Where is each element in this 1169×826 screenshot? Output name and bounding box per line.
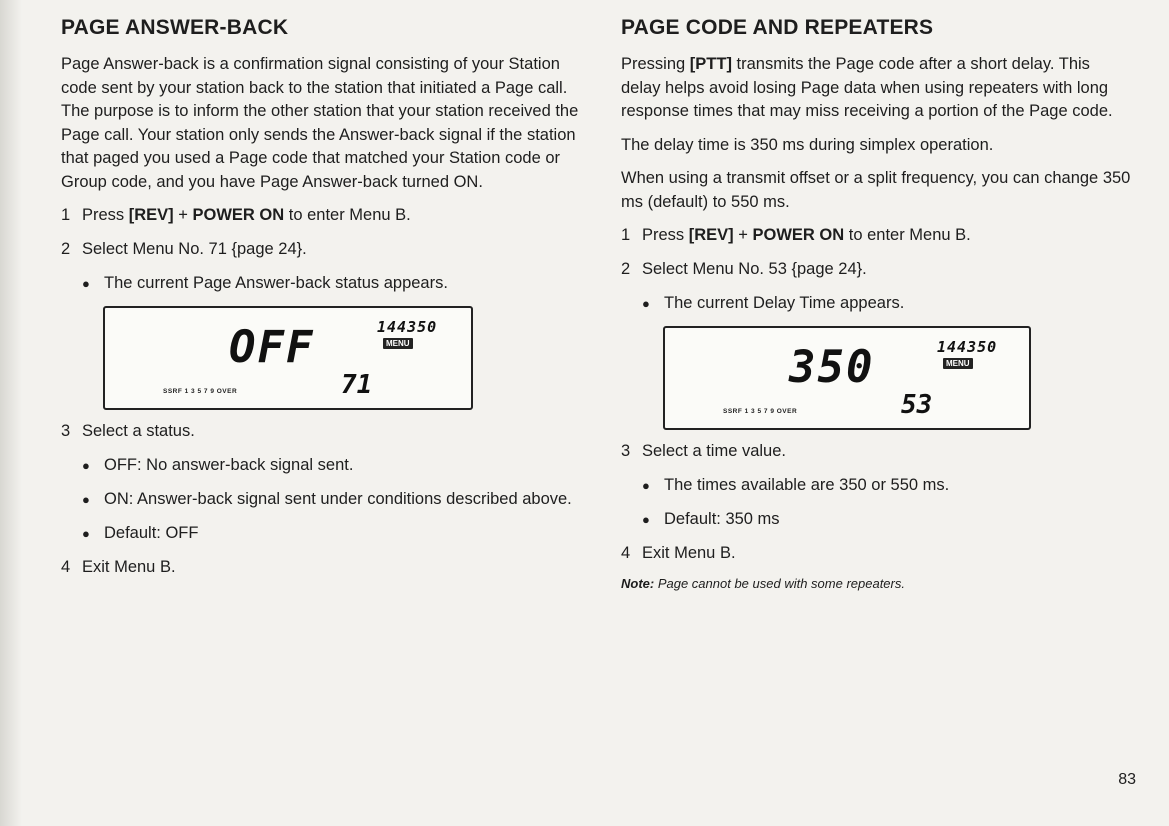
step-3 [621,440,1131,463]
bullet-item [642,508,1131,531]
step-number: 1 [61,206,71,224]
step-4 [61,556,581,579]
lcd-menu-indicator: MENU [943,358,973,369]
bullet-icon: ● [82,458,90,473]
bullet-icon: ● [642,478,650,493]
page-number: 83 [1118,771,1136,788]
bullet-text: OFF: No answer-back signal sent. [104,456,354,474]
bullet-text: The times available are 350 or 550 ms. [664,476,950,494]
lcd-s-meter-scale: SSRF 1 3 5 7 9 OVER [163,388,238,395]
section-heading: PAGE ANSWER-BACK [61,16,289,39]
lcd-main-readout: 350 [789,342,875,393]
intro-paragraph: Page Answer-back is a confirmation signal consisting of your Station code sent by your station back to the station that initiated a Page call. The purpose is to inform the other station that your station received the Page call. Your station only sends the Answer-back signal if the station that paged you used a Page code that matched your Station code or Group code, and you have Page Answer-back turned ON. [61,55,579,191]
bullet-text: ON: Answer-back signal sent under conditions described above. [104,490,572,508]
bullet-item [82,272,581,295]
step-number: 4 [61,558,71,576]
section-heading: PAGE CODE AND REPEATERS [621,16,934,39]
note-label: Note: [621,576,655,591]
step-4 [621,542,1131,565]
bullet-item [82,454,581,477]
bullet-text: The current Page Answer-back status appears. [104,274,448,292]
step-3 [61,420,581,443]
page-binding-shadow [0,0,22,826]
lcd-display-illustration [103,306,473,410]
step-text: Press [REV] + POWER ON to enter Menu B. [642,226,971,244]
bullet-icon: ● [82,526,90,541]
step-number: 3 [621,442,631,460]
lcd-menu-number: 53 [901,390,933,420]
intro-paragraph: Pressing [PTT] transmits the Page code after a short delay. This delay helps avoid losing Page data when using repeaters with long response times that may miss receiving a portion of the Page code. [621,55,1113,120]
bullet-text: The current Delay Time appears. [664,294,905,312]
page-code-and-repeaters-section [621,16,1131,591]
lcd-main-readout: OFF [229,322,315,373]
step-number: 3 [61,422,71,440]
bullet-icon: ● [82,276,90,291]
step-number: 2 [621,260,631,278]
step-2 [621,258,1131,281]
bullet-item [82,488,581,511]
bullet-icon: ● [642,512,650,527]
lcd-frequency: 144350 [937,338,998,356]
step-number: 1 [621,226,631,244]
bullet-icon: ● [82,492,90,507]
bullet-item [82,522,581,545]
step-text: Select a status. [82,422,195,440]
delay-paragraph: The delay time is 350 ms during simplex operation. [621,135,994,154]
lcd-frequency: 144350 [377,318,438,336]
step-number: 2 [61,240,71,258]
note-text: Page cannot be used with some repeaters. [654,576,905,591]
bullet-item [642,292,1131,315]
bullet-item [642,474,1131,497]
bullet-text: Default: OFF [104,524,199,542]
bullet-icon: ● [642,296,650,311]
step-text: Press [REV] + POWER ON to enter Menu B. [82,206,411,224]
lcd-menu-indicator: MENU [383,338,413,349]
step-text: Select Menu No. 53 {page 24}. [642,260,867,278]
step-1 [61,204,581,227]
step-text: Select a time value. [642,442,786,460]
repeater-note [621,576,1131,591]
lcd-s-meter-scale: SSRF 1 3 5 7 9 OVER [723,408,798,415]
step-1 [621,224,1131,247]
lcd-menu-number: 71 [341,370,373,400]
offset-paragraph: When using a transmit offset or a split frequency, you can change 350 ms (default) to 550 ms. [621,169,1131,211]
page-answer-back-section [61,16,581,590]
bullet-text: Default: 350 ms [664,510,780,528]
step-text: Select Menu No. 71 {page 24}. [82,240,307,258]
step-text: Exit Menu B. [642,544,736,562]
step-text: Exit Menu B. [82,558,176,576]
step-number: 4 [621,544,631,562]
lcd-display-illustration [663,326,1031,430]
step-2 [61,238,581,261]
